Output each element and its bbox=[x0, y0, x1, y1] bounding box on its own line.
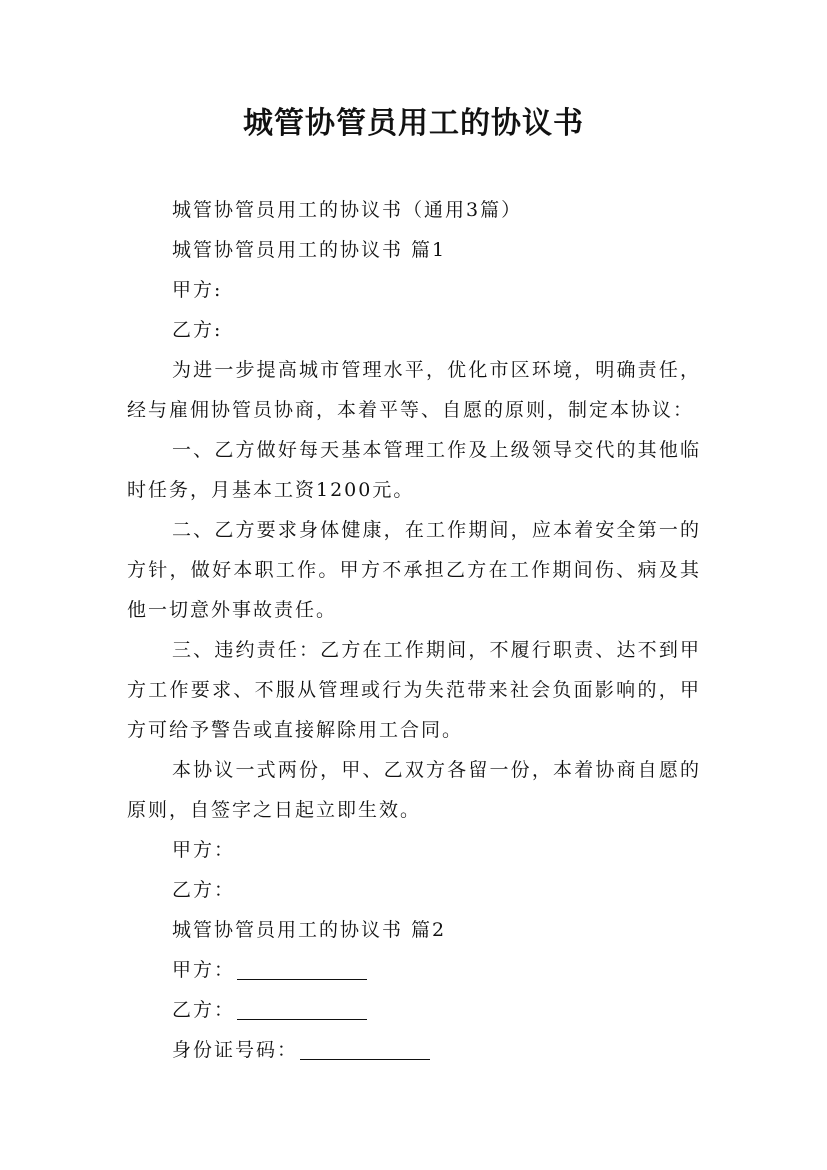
section-2-party-a-label: 甲方： bbox=[172, 959, 236, 981]
document-title: 城管协管员用工的协议书 bbox=[243, 106, 584, 141]
section-2-heading: 城管协管员用工的协议书 篇2 bbox=[172, 919, 447, 941]
clause-3-paragraph: 三、违约责任：乙方在工作期间，不履行职责、达不到甲方工作要求、不服从管理或行为失范带来社会负面影响的，甲方可给予警告或直接解除用工合同。 bbox=[127, 639, 701, 741]
id-number-blank-field[interactable] bbox=[300, 1035, 430, 1060]
id-number-row bbox=[127, 1030, 701, 1070]
section-2-party-b-label: 乙方： bbox=[172, 999, 236, 1021]
id-number-label: 身份证号码： bbox=[172, 1039, 299, 1061]
party-a-label: 甲方: bbox=[172, 279, 223, 301]
document-subtitle: 城管协管员用工的协议书（通用3篇） bbox=[172, 199, 523, 221]
document-body bbox=[127, 190, 701, 1070]
section-2-party-a-row bbox=[127, 950, 701, 990]
signature-party-b: 乙方： bbox=[172, 879, 236, 901]
clause-1-paragraph: 一、乙方做好每天基本管理工作及上级领导交代的其他临时任务，月基本工资1200元。 bbox=[127, 439, 701, 501]
intro-paragraph: 为进一步提高城市管理水平，优化市区环境，明确责任，经与雇佣协管员协商，本着平等、自愿的原则，制定本协议： bbox=[127, 359, 701, 421]
closing-paragraph: 本协议一式两份，甲、乙双方各留一份，本着协商自愿的原则，自签字之日起立即生效。 bbox=[127, 759, 701, 821]
party-b-label: 乙方: bbox=[172, 319, 223, 341]
section-1-heading: 城管协管员用工的协议书 篇1 bbox=[172, 239, 447, 261]
party-b-blank-field[interactable] bbox=[237, 995, 367, 1020]
signature-party-a: 甲方： bbox=[172, 839, 236, 861]
clause-2-paragraph: 二、乙方要求身体健康，在工作期间，应本着安全第一的方针，做好本职工作。甲方不承担乙方在工作期间伤、病及其他一切意外事故责任。 bbox=[127, 519, 701, 621]
party-a-blank-field[interactable] bbox=[237, 955, 367, 980]
section-2-party-b-row bbox=[127, 990, 701, 1030]
